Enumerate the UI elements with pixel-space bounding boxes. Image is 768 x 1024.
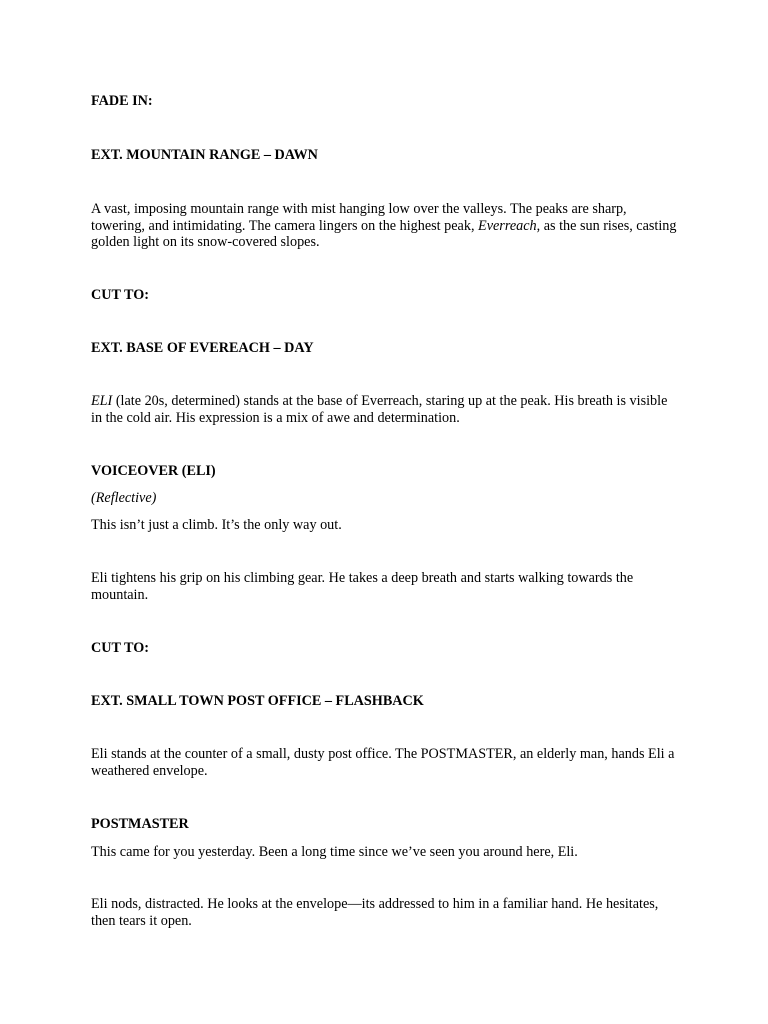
scene-heading-base-of-evereach: EXT. BASE OF EVEREACH – DAY xyxy=(91,340,314,356)
fade-in-transition: FADE IN: xyxy=(91,93,153,109)
action-envelope: Eli nods, distracted. He looks at the envelope—its addressed to him in a familiar hand. He hesitates, then tears it open. xyxy=(91,896,659,929)
character-postmaster: POSTMASTER xyxy=(91,816,189,832)
peak-name: Everreach xyxy=(478,217,537,234)
action-base-of-evereach xyxy=(91,393,681,426)
action-post-office: Eli stands at the counter of a small, dusty post office. The POSTMASTER, an elderly man, hands Eli a weathered envelope. xyxy=(91,746,675,779)
dialogue-postmaster: This came for you yesterday. Been a long time since we’ve seen you around here, Eli. xyxy=(91,844,578,860)
action-text: (late 20s, determined) stands at the base of Everreach, staring up at the peak. His breath is visible in the cold air. His expression is a mix of awe and determination. xyxy=(91,393,668,426)
scene-heading-post-office: EXT. SMALL TOWN POST OFFICE – FLASHBACK xyxy=(91,693,424,709)
character-intro-name: ELI xyxy=(91,393,113,409)
action-text: A vast, imposing mountain range with mist hanging low over the valleys. The peaks are sharp, towering, and intimidating. The camera lingers on the highest peak, xyxy=(91,201,627,234)
character-voiceover-eli: VOICEOVER (ELI) xyxy=(91,463,216,479)
parenthetical-reflective: (Reflective) xyxy=(91,490,157,506)
action-text: , as the sun rises, casting golden light on its snow-covered slopes. xyxy=(91,217,677,250)
cut-to-transition: CUT TO: xyxy=(91,287,149,303)
scene-heading-mountain-range: EXT. MOUNTAIN RANGE – DAWN xyxy=(91,147,318,163)
action-eli-walks: Eli tightens his grip on his climbing gear. He takes a deep breath and starts walking towards the mountain. xyxy=(91,570,634,603)
action-mountain-range xyxy=(91,201,681,251)
dialogue-voiceover: This isn’t just a climb. It’s the only way out. xyxy=(91,517,342,533)
cut-to-transition: CUT TO: xyxy=(91,640,149,656)
